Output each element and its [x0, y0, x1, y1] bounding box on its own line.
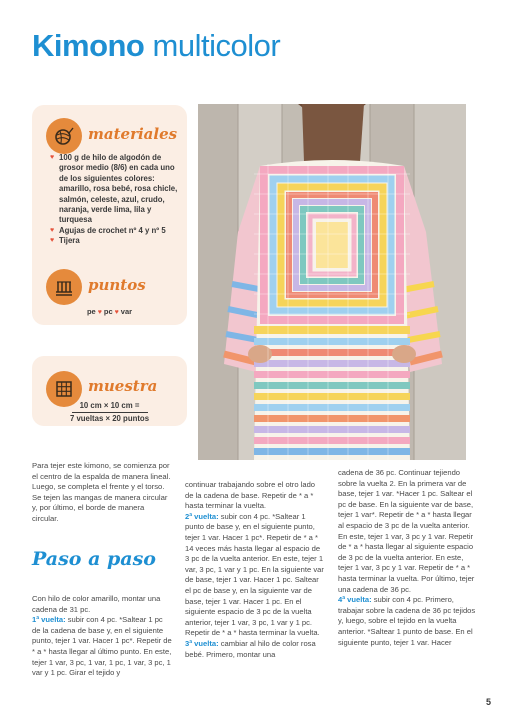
muestra-line-1: 10 cm × 10 cm = — [79, 401, 140, 410]
muestra-gauge — [32, 401, 187, 424]
paragraph — [185, 639, 325, 660]
muestra-title: muestra — [88, 377, 158, 395]
paragraph: continuar trabajando sobre el otro lado de la cadena de base. Repetir de * a * hasta terminar la vuelta. — [185, 480, 316, 511]
instructions-column-2 — [185, 480, 325, 660]
materiales-card — [32, 105, 187, 325]
row-text: cambiar al hilo de color rosa bebé. Primero, montar una — [185, 638, 316, 659]
page-number: 5 — [486, 697, 492, 707]
abbrev-pe: pe — [86, 307, 96, 316]
heart-icon: ♥ — [114, 309, 119, 316]
row-label: 3ª vuelta: — [185, 638, 219, 648]
paragraph: Con hilo de color amarillo, montar una cadena de 31 pc. — [32, 594, 161, 614]
puntos-abbreviations — [32, 307, 187, 316]
title-bold: Kimono — [32, 28, 145, 63]
row-label: 1ª vuelta: — [32, 615, 66, 625]
row-label: 4ª vuelta: — [338, 595, 372, 605]
list-item: ♥ Tijera — [50, 236, 180, 246]
title-light: multicolor — [152, 28, 281, 63]
instructions-column-1 — [32, 594, 172, 679]
heart-icon: ♥ — [97, 309, 102, 316]
row-text: subir con 4 pc. *Saltear 1 punto de base y, en el siguiente punto, tejer 1 var. Hacer 1 pc*. Repetir de * a * 14 veces más hasta llegar al espacio de 3 pc de la vuelta anterior. En este, tejer 1 var, 3 pc, 1 var y 1 pc. En la siguiente var de base, tejer 1 var. Hacer 1 pc. Saltear el pc de base y, en la siguiente var de base, tejer 1 var. Hacer 1 pc. En el siguiente espacio de 3 pc de la vuelta anterior, tejer 1 var, 3 pc, 1 var y 1 pc. Repetir de * a * hasta terminar la vuelta. — [185, 511, 324, 638]
divider — [72, 412, 148, 413]
intro-paragraph: Para tejer este kimono, se comienza por el centro de la espalda de manera lineal. Luego, se completa el frente y el torso. Se tejen las mangas de manera circular y, por último, el borde de manera circular. — [32, 461, 171, 523]
row-text: subir con 4 pc. *Saltear 1 pc de la cadena de base y, en el siguiente punto, tejer 1 var. Hacer 1 pc*. Repetir de * a * hasta llegar al último punto. En este, tejer 1 var, 3 pc, 1 var, 1 pc, 1 var, 3 pc, 1 var y 1 pc. Girar el tejido y — [32, 615, 172, 678]
materiales-list — [50, 153, 180, 247]
kimono-photo — [198, 104, 466, 460]
paso-a-paso-heading: Paso a paso — [32, 548, 156, 570]
stitches-icon — [46, 269, 82, 305]
materiales-title: materiales — [88, 125, 178, 143]
page-title — [32, 28, 280, 64]
paragraph — [32, 615, 172, 679]
list-item: ♥ 100 g de hilo de algodón de grosor medio (8/6) en cada uno de los siguientes colores: amarillo, rosa bebé, rosa chicle, salmón, celeste, azul, crudo, naranja, verde lima, lila y turquesa — [50, 153, 180, 226]
muestra-line-2: 7 vueltas × 20 puntos — [69, 414, 150, 423]
yarn-ball-icon — [46, 118, 82, 154]
muestra-card — [32, 356, 187, 426]
abbrev-pc: pc — [103, 307, 113, 316]
row-label: 2ª vuelta: — [185, 511, 219, 521]
list-item: ♥ Agujas de crochet nº 4 y nº 5 — [50, 226, 180, 236]
row-text: subir con 4 pc. Primero, trabajar sobre la cadena de 36 pc tejidos y, luego, sobre el tejido en la vuelta anterior. *Saltear 1 punto de base. En el siguiente punto, tejer 1 var. Hacer — [338, 595, 476, 647]
paragraph: cadena de 36 pc. Continuar tejiendo sobre la vuelta 2. En la primera var de base, tejer 1 var. *Hacer 1 pc. Saltear el pc de base. En la siguiente var de base, tejer 1 var*. Repetir de * a * hasta llegar al espacio de 3 pc de la vuelta anterior. En este, tejer 1 var, 3 pc y 1 var. Repetir de * a * hasta llegar al siguiente espacio de 3 pc de la vuelta anterior. En este, tejer 1 var, 3 pc y 1 var. Repetir de * a * hasta terminar la vuelta. Por último, tejer una cadena de 36 pc. — [338, 468, 475, 594]
paragraph — [338, 595, 478, 648]
instructions-column-3 — [338, 468, 478, 648]
puntos-title: puntos — [88, 276, 146, 294]
paragraph — [185, 512, 325, 639]
abbrev-var: var — [120, 307, 133, 316]
